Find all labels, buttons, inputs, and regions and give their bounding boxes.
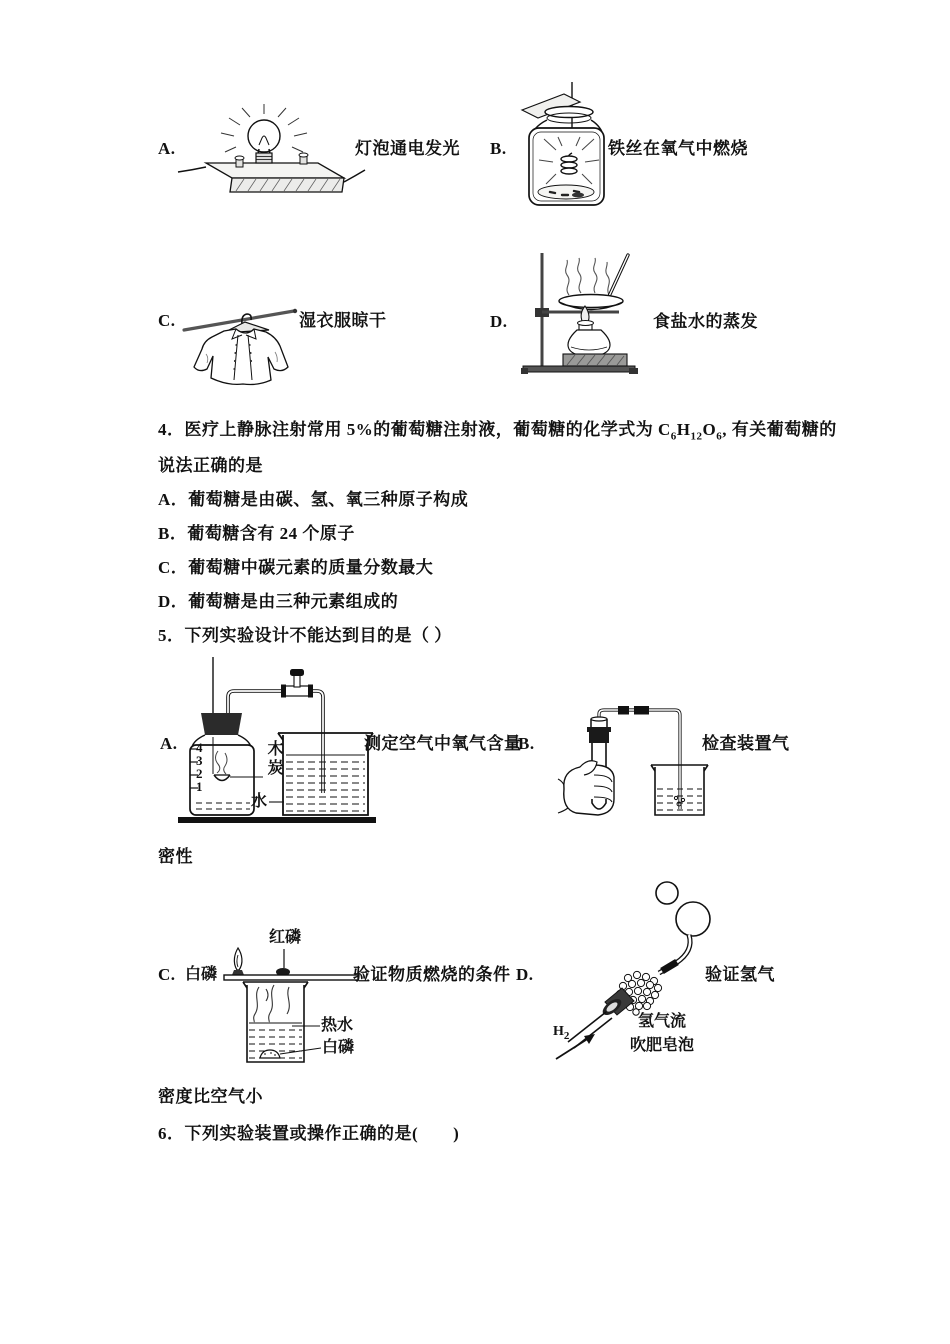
rubber-stopper <box>201 713 242 735</box>
white-phosphorus-leader <box>280 1048 321 1054</box>
q5-stem: 5．下列实验设计不能达到目的是（ ） <box>158 626 452 645</box>
q5-option-b-label: B. <box>518 734 535 753</box>
steam <box>566 258 610 295</box>
water-layer <box>538 185 594 199</box>
valve <box>281 669 313 698</box>
soap-bubble-small <box>656 882 678 904</box>
option-a-label: A. <box>158 139 176 158</box>
q4-option-a: A．葡萄糖是由碳、氢、氧三种原子构成 <box>158 490 469 509</box>
q4-option-c: C．葡萄糖中碳元素的质量分数最大 <box>158 558 434 577</box>
stand-base <box>523 366 635 372</box>
hydrogen-stream-label-line1: 氢气流 <box>638 1013 687 1030</box>
bottle-scale-marks: 4 3 2 1 <box>196 740 203 794</box>
q4-stem-line2: 说法正确的是 <box>158 456 263 475</box>
clothes-drying-diagram <box>176 294 318 388</box>
q5-option-d-caption-cont: 密度比空气小 <box>158 1087 263 1106</box>
white-phosphorus-burning <box>232 970 244 975</box>
wire-right <box>344 170 365 182</box>
q4-option-d: D．葡萄糖是由三种元素组成的 <box>158 592 399 611</box>
option-d-caption: 食盐水的蒸发 <box>653 312 758 331</box>
q5-option-c-caption: 验证物质燃烧的条件 <box>353 965 511 984</box>
rubber-joint <box>618 706 629 715</box>
water-label: 水 <box>251 793 268 810</box>
red-phosphorus-label: 红磷 <box>269 929 302 946</box>
q5-option-d-caption: 验证氢气 <box>705 965 775 984</box>
spark-residue <box>572 193 584 198</box>
fumes <box>254 985 290 1022</box>
hydrogen-gas-label: $H_2$ <box>553 1024 570 1042</box>
hot-water-label: 热水 <box>321 1017 354 1034</box>
q4-stem-part2: , 有关葡萄糖的 <box>722 420 837 439</box>
iron-wire-oxygen-bottle-diagram <box>512 80 612 208</box>
airtightness-check-diagram <box>558 685 708 820</box>
q6-stem: 6．下列实验装置或操作正确的是( ) <box>158 1124 460 1143</box>
board-top <box>206 163 344 178</box>
burning-coil <box>561 153 577 174</box>
q5-option-a-label: A. <box>160 734 178 753</box>
alcohol-lamp <box>568 330 610 356</box>
q4-stem-line1 <box>158 420 837 443</box>
q5-option-c-label: C. <box>158 965 176 984</box>
white-phosphorus-bottom-label: 白磷 <box>322 1039 355 1056</box>
hand <box>558 761 614 815</box>
evaporation-stand-diagram <box>521 249 643 377</box>
option-c-caption: 湿衣服晾干 <box>299 311 387 330</box>
q4-stem-part1: 医疗上静脉注射常用 5%的葡萄糖注射液，葡萄糖的化学式为 <box>184 420 658 439</box>
soap-bubble-large <box>676 902 710 936</box>
bench-line <box>178 817 376 823</box>
test-tube-stopper <box>589 731 609 743</box>
option-c-label: C. <box>158 311 176 330</box>
wire-left <box>178 167 206 172</box>
white-phosphorus-top-label: 白磷 <box>185 966 218 983</box>
beaker <box>243 982 308 1062</box>
rubber-joint2 <box>634 706 649 715</box>
tube-joint <box>662 962 677 971</box>
q4-number: 4． <box>158 420 185 439</box>
option-d-label: D. <box>490 312 508 331</box>
option-b-label: B. <box>490 139 507 158</box>
q4-option-b: B．葡萄糖含有 24 个原子 <box>158 524 355 543</box>
q5-option-a-caption: 测定空气中氧气含量 <box>364 734 522 753</box>
q5-option-d-label: D. <box>516 965 534 984</box>
beaker <box>278 733 373 815</box>
option-a-caption: 灯泡通电发光 <box>355 139 460 158</box>
glucose-formula: $C_6H_{12}O_6$ <box>658 420 723 443</box>
q5-option-b-caption: 检查装置气 <box>702 734 790 753</box>
beaker-water <box>286 762 365 811</box>
hydrogen-stream-label-line2: 吹肥皂泡 <box>630 1037 695 1054</box>
gas-pipe <box>568 1012 612 1048</box>
jacket <box>194 329 288 385</box>
lightbulb-circuit-diagram <box>176 100 366 198</box>
q5-option-b-caption-cont: 密性 <box>158 847 193 866</box>
bulb-base <box>256 153 272 163</box>
metal-plate <box>224 975 358 980</box>
option-b-caption: 铁丝在氧气中燃烧 <box>608 139 748 158</box>
charcoal-label: 木炭 <box>265 740 282 778</box>
